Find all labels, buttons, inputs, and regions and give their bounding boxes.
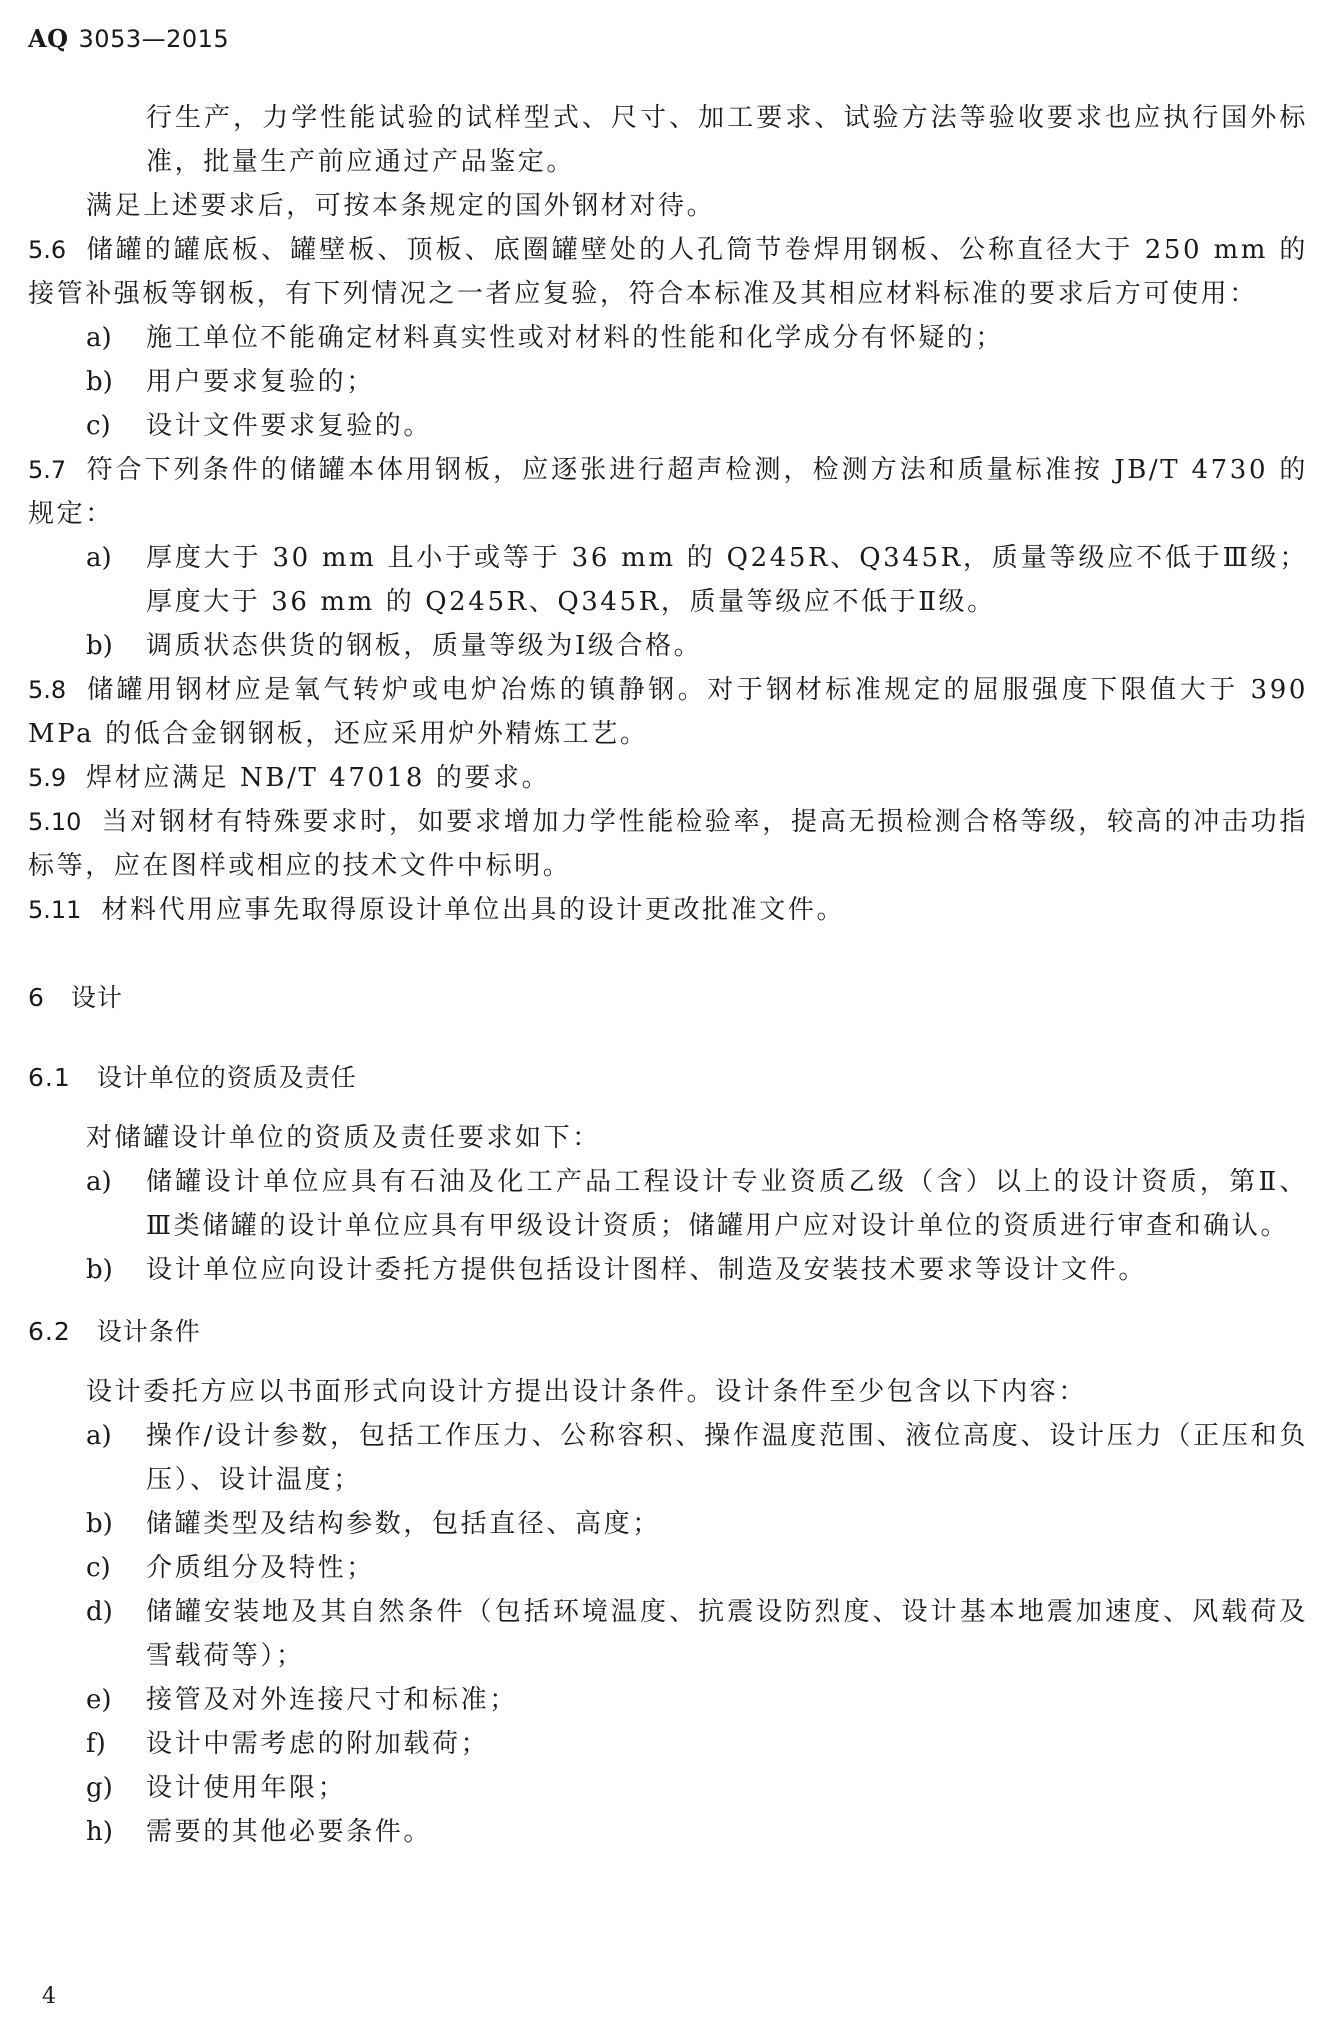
subsection-6-2-heading bbox=[28, 1310, 1308, 1354]
list-marker: c) bbox=[86, 1553, 111, 1583]
list-item bbox=[28, 536, 1308, 624]
standard-code: AQ bbox=[28, 24, 69, 53]
list-item bbox=[28, 1766, 1308, 1810]
subsection-title: 设计条件 bbox=[96, 1317, 201, 1346]
list-item bbox=[28, 1160, 1308, 1248]
main-content bbox=[28, 96, 1308, 1854]
clause-5-11 bbox=[28, 888, 1308, 932]
list-text: 施工单位不能确定材料真实性或对材料的性能和化学成分有怀疑的； bbox=[146, 323, 1005, 353]
clause-number: 5.9 bbox=[28, 764, 67, 792]
list-text: 调质状态供货的钢板，质量等级为Ⅰ级合格。 bbox=[146, 631, 703, 661]
list-marker: e) bbox=[86, 1685, 112, 1715]
clause-text: 材料代用应事先取得原设计单位出具的设计更改批准文件。 bbox=[101, 895, 846, 925]
clause-text: 当对钢材有特殊要求时，如要求增加力学性能检验率，提高无损检测合格等级，较高的冲击功指标等，应在图样或相应的技术文件中标明。 bbox=[28, 807, 1308, 881]
clause-text: 储罐用钢材应是氧气转炉或电炉冶炼的镇静钢。对于钢材标准规定的屈服强度下限值大于 390 MPa 的低合金钢钢板，还应采用炉外精炼工艺。 bbox=[28, 675, 1308, 749]
list-item bbox=[28, 1678, 1308, 1722]
list-text: 用户要求复验的； bbox=[146, 367, 375, 397]
clause-5-7 bbox=[28, 448, 1308, 536]
list-marker: a) bbox=[86, 1167, 112, 1197]
subsection-6-1-heading bbox=[28, 1056, 1308, 1100]
list-marker: a) bbox=[86, 543, 112, 573]
list-text: 操作/设计参数，包括工作压力、公称容积、操作温度范围、液位高度、设计压力（正压和负压）、设计温度； bbox=[146, 1421, 1308, 1495]
list-text: 设计中需考虑的附加载荷； bbox=[146, 1729, 490, 1759]
paragraph-satisfy: 满足上述要求后，可按本条规定的国外钢材对待。 bbox=[86, 191, 716, 221]
list-item bbox=[28, 1722, 1308, 1766]
list-item bbox=[28, 404, 1308, 448]
clause-text: 储罐的罐底板、罐壁板、顶板、底圈罐壁处的人孔筒节卷焊用钢板、公称直径大于 250 mm 的接管补强板等钢板，有下列情况之一者应复验，符合本标准及其相应材料标准的要求后方可使用： bbox=[28, 235, 1308, 309]
list-marker: b) bbox=[86, 631, 113, 661]
list-text: 设计文件要求复验的。 bbox=[146, 411, 433, 441]
list-text: 设计单位应向设计委托方提供包括设计图样、制造及安装技术要求等设计文件。 bbox=[146, 1255, 1148, 1285]
clause-number: 5.10 bbox=[28, 808, 82, 836]
list-item bbox=[28, 1590, 1308, 1678]
list-item bbox=[28, 360, 1308, 404]
page-number: 4 bbox=[42, 1984, 56, 2009]
list-text: 储罐安装地及其自然条件（包括环境温度、抗震设防烈度、设计基本地震加速度、风载荷及雪载荷等）； bbox=[146, 1597, 1308, 1671]
list-marker: b) bbox=[86, 1509, 113, 1539]
list-text: 储罐类型及结构参数，包括直径、高度； bbox=[146, 1509, 661, 1539]
subsection-intro: 设计委托方应以书面形式向设计方提出设计条件。设计条件至少包含以下内容： bbox=[86, 1377, 1088, 1407]
clause-5-6 bbox=[28, 228, 1308, 316]
list-text: 储罐设计单位应具有石油及化工产品工程设计专业资质乙级（含）以上的设计资质，第Ⅱ、Ⅲ类储罐的设计单位应具有甲级设计资质；储罐用户应对设计单位的资质进行审查和确认。 bbox=[146, 1167, 1308, 1241]
list-marker: g) bbox=[86, 1773, 113, 1803]
list-marker: c) bbox=[86, 411, 111, 441]
list-marker: h) bbox=[86, 1817, 113, 1847]
list-text: 接管及对外连接尺寸和标准； bbox=[146, 1685, 518, 1715]
clause-number: 5.6 bbox=[28, 236, 67, 264]
list-text: 需要的其他必要条件。 bbox=[146, 1817, 433, 1847]
clause-5-8 bbox=[28, 668, 1308, 756]
list-item bbox=[28, 1810, 1308, 1854]
subsection-number: 6.2 bbox=[28, 1317, 71, 1346]
clause-number: 5.8 bbox=[28, 676, 67, 704]
list-marker: b) bbox=[86, 367, 113, 397]
clause-text: 焊材应满足 NB/T 47018 的要求。 bbox=[86, 763, 551, 793]
clause-5-10 bbox=[28, 800, 1308, 888]
subsection-intro: 对储罐设计单位的资质及责任要求如下： bbox=[86, 1123, 601, 1153]
section-title: 设计 bbox=[70, 983, 123, 1012]
clause-number: 5.11 bbox=[28, 896, 82, 924]
clause-5-9 bbox=[28, 756, 1308, 800]
list-marker: d) bbox=[86, 1597, 113, 1627]
list-text: 介质组分及特性； bbox=[146, 1553, 375, 1583]
list-text: 设计使用年限； bbox=[146, 1773, 347, 1803]
list-item bbox=[28, 1502, 1308, 1546]
list-marker: f) bbox=[86, 1729, 106, 1759]
clause-number: 5.7 bbox=[28, 456, 67, 484]
list-marker: b) bbox=[86, 1255, 113, 1285]
list-text: 厚度大于 30 mm 且小于或等于 36 mm 的 Q245R、Q345R，质量等级应不低于Ⅲ级；厚度大于 36 mm 的 Q245R、Q345R，质量等级应不低于Ⅱ级。 bbox=[146, 543, 1308, 617]
section-6-heading bbox=[28, 976, 1308, 1020]
subsection-number: 6.1 bbox=[28, 1063, 71, 1092]
list-marker: a) bbox=[86, 323, 112, 353]
list-item bbox=[28, 624, 1308, 668]
subsection-title: 设计单位的资质及责任 bbox=[96, 1063, 357, 1092]
list-item bbox=[28, 1546, 1308, 1590]
standard-number: 3053—2015 bbox=[78, 25, 230, 53]
list-item bbox=[28, 1414, 1308, 1502]
list-marker: a) bbox=[86, 1421, 112, 1451]
list-item bbox=[28, 1248, 1308, 1292]
list-item bbox=[28, 316, 1308, 360]
continued-paragraph: 行生产，力学性能试验的试样型式、尺寸、加工要求、试验方法等验收要求也应执行国外标准，批量生产前应通过产品鉴定。 bbox=[146, 103, 1308, 177]
clause-text: 符合下列条件的储罐本体用钢板，应逐张进行超声检测，检测方法和质量标准按 JB/T 4730 的规定： bbox=[28, 455, 1308, 529]
section-number: 6 bbox=[28, 983, 45, 1012]
page-header bbox=[28, 24, 229, 53]
